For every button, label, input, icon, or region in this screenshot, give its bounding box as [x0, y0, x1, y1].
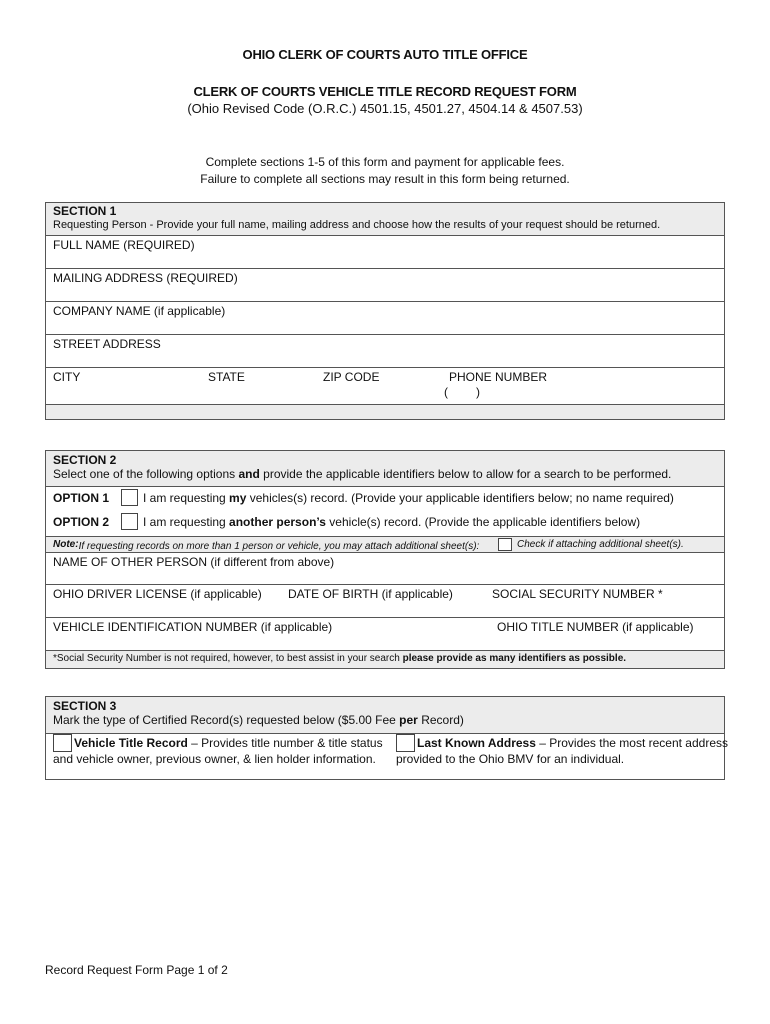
last-known-address-desc-2: provided to the Ohio BMV for an individual. — [396, 752, 625, 766]
company-name-label: COMPANY NAME (if applicable) — [53, 304, 226, 318]
section-2-description — [53, 467, 717, 481]
form-title: CLERK OF COURTS VEHICLE TITLE RECORD REQUEST FORM — [193, 84, 577, 99]
attach-sheets-label: Check if attaching additional sheet(s). — [517, 539, 684, 550]
section-3-desc-bold: per — [399, 713, 418, 727]
street-address-field[interactable] — [46, 335, 724, 368]
option-2-after: vehicle(s) record. (Provide the applicable identifiers below) — [325, 515, 641, 529]
option-1-label: OPTION 1 — [53, 491, 110, 505]
section-3-title: SECTION 3 — [53, 699, 117, 713]
section-2 — [45, 450, 725, 669]
section-1 — [45, 202, 725, 420]
driver-license-label: OHIO DRIVER LICENSE (if applicable) — [53, 587, 262, 601]
zip-label: ZIP CODE — [323, 370, 380, 384]
section-2-desc-before: Select one of the following options — [53, 467, 239, 481]
last-known-address-label: Last Known Address — [417, 736, 536, 750]
section-1-title: SECTION 1 — [53, 204, 117, 218]
page-footer: Record Request Form Page 1 of 2 — [45, 963, 228, 977]
note-row — [46, 536, 724, 552]
option-1-after: vehicles(s) record. (Provide your applicable identifiers below; no name required) — [246, 491, 674, 505]
option-1-row — [46, 487, 724, 511]
city-label: CITY — [53, 370, 81, 384]
option-2-checkbox[interactable] — [121, 513, 138, 530]
title-number-label: OHIO TITLE NUMBER (if applicable) — [497, 620, 694, 634]
section-1-description: Requesting Person - Provide your full name, mailing address and choose how the results of your request should be returned. — [53, 219, 661, 231]
other-person-label: NAME OF OTHER PERSON (if different from above) — [53, 555, 335, 569]
full-name-label: FULL NAME (REQUIRED) — [53, 238, 195, 252]
phone-paren-open: ( — [444, 385, 448, 399]
full-name-field[interactable] — [46, 236, 724, 269]
ssn-note — [53, 653, 626, 664]
office-title: OHIO CLERK OF COURTS AUTO TITLE OFFICE — [242, 47, 528, 62]
option-1-text — [143, 491, 674, 505]
section-1-header — [46, 203, 724, 236]
vin-label: VEHICLE IDENTIFICATION NUMBER (if applicable) — [53, 620, 333, 634]
dob-label: DATE OF BIRTH (if applicable) — [288, 587, 453, 601]
note-bold: Note: — [53, 539, 79, 550]
other-person-name-field[interactable] — [46, 552, 724, 585]
option-1-checkbox[interactable] — [121, 489, 138, 506]
option-1-before: I am requesting — [143, 491, 230, 505]
ssn-note-text: *Social Security Number is not required, however, to best assist in your search — [53, 653, 403, 664]
instructions-line-2: Failure to complete all sections may result in this form being returned. — [200, 172, 570, 186]
vehicle-title-record-desc-2: and vehicle owner, previous owner, & lien holder information. — [53, 752, 376, 766]
section-1-blank-row — [46, 405, 724, 419]
mailing-address-label: MAILING ADDRESS (REQUIRED) — [53, 271, 238, 285]
option-2-row — [46, 511, 724, 536]
vehicle-title-record-line-1 — [74, 736, 383, 750]
section-3-desc-before: Mark the type of Certified Record(s) requested below ($5.00 Fee — [53, 713, 400, 727]
option-1-bold: my — [229, 491, 247, 505]
section-2-desc-bold: and — [238, 467, 260, 481]
section-2-desc-after: provide the applicable identifiers below to allow for a search to be performed. — [259, 467, 672, 481]
section-3-header — [46, 697, 724, 734]
mailing-address-field[interactable] — [46, 269, 724, 302]
last-known-address-desc-1: – Provides the most recent address — [535, 736, 728, 750]
ssn-label: SOCIAL SECURITY NUMBER * — [492, 587, 663, 601]
vehicle-title-record-label: Vehicle Title Record — [74, 736, 188, 750]
section-3-description — [53, 713, 717, 727]
vehicle-title-record-desc-1: – Provides title number & title status — [187, 736, 383, 750]
company-name-field[interactable] — [46, 302, 724, 335]
phone-label: PHONE NUMBER — [449, 370, 548, 384]
section-2-header — [46, 451, 724, 487]
attach-sheets-checkbox[interactable] — [498, 538, 512, 551]
note-body: If requesting records on more than 1 person or vehicle, you may attach additional sheet(s): — [78, 541, 480, 552]
identifiers-row[interactable] — [46, 585, 724, 618]
instructions-line-1: Complete sections 1-5 of this form and payment for applicable fees. — [205, 155, 565, 169]
option-2-text — [143, 515, 640, 529]
section-3-desc-after: Record) — [417, 713, 464, 727]
ssn-note-bold: please provide as many identifiers as possible. — [402, 653, 627, 664]
state-label: STATE — [208, 370, 245, 384]
section-3 — [45, 696, 728, 780]
last-known-address-line-1 — [417, 736, 728, 750]
last-known-address-checkbox[interactable] — [396, 734, 415, 752]
option-2-before: I am requesting — [143, 515, 230, 529]
section-2-title: SECTION 2 — [53, 453, 117, 467]
street-address-label: STREET ADDRESS — [53, 337, 161, 351]
option-2-label: OPTION 2 — [53, 515, 110, 529]
note-text — [53, 539, 480, 552]
vehicle-title-record-checkbox[interactable] — [53, 734, 72, 752]
ssn-note-row — [46, 651, 724, 668]
code-reference: (Ohio Revised Code (O.R.C.) 4501.15, 4501.27, 4504.14 & 4507.53) — [187, 101, 583, 116]
option-2-bold: another person’s — [229, 515, 326, 529]
city-state-zip-phone-row[interactable] — [46, 368, 724, 405]
phone-paren-close: ) — [476, 385, 480, 399]
vin-title-row[interactable] — [46, 618, 724, 651]
record-types — [46, 734, 728, 782]
